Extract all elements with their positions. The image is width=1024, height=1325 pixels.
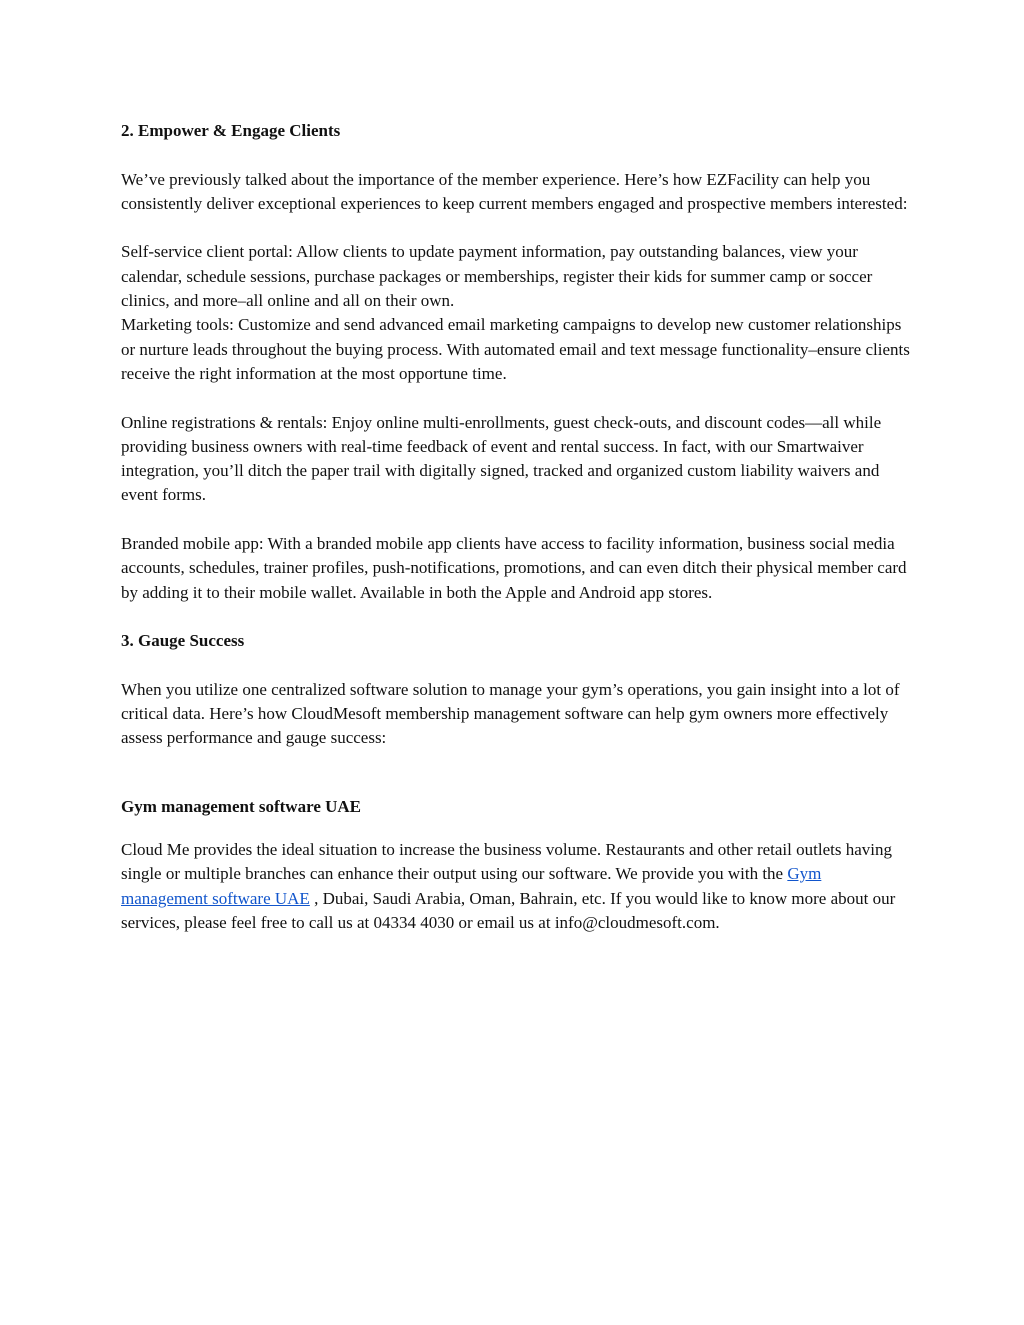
section-3-heading: 3. Gauge Success	[121, 631, 245, 651]
client-portal-paragraph: Self-service client portal: Allow clients to update payment information, pay outstanding balances, view your calendar, schedule sessions, purchase packages or memberships, register their kids for summer camp or soccer clinics, and more–all online and all on their own.	[121, 242, 873, 311]
document-page	[121, 119, 911, 935]
gym-text-before-link: Cloud Me provides the ideal situation to increase the business volume. Restaurants and other retail outlets having single or multiple branches can enhance their output using our software. We provide you with the	[121, 840, 892, 884]
online-registrations-paragraph: Online registrations & rentals: Enjoy online multi-enrollments, guest check-outs, and discount codes—all while providing business owners with real-time feedback of event and rental success. In fact, with our Smartwaiver integration, you’ll ditch the paper trail with digitally signed, tracked and organized custom liability waivers and event forms.	[121, 412, 882, 505]
gym-text-after-link: , Dubai, Saudi Arabia, Oman, Bahrain, etc. If you would like to know more about our services, please feel free to call us at 04334 4030 or email us at info@cloudmesoft.com.	[121, 888, 896, 932]
gym-software-paragraph	[121, 838, 911, 935]
section-3-intro: When you utilize one centralized software solution to manage your gym’s operations, you gain insight into a lot of critical data. Here’s how CloudMesoft membership management software can help gym owners more effectively assess performance and gauge success:	[121, 679, 900, 748]
mobile-app-paragraph: Branded mobile app: With a branded mobile app clients have access to facility information, business social media accounts, schedules, trainer profiles, push-notifications, promotions, and can even ditch their physical member card by adding it to their mobile wallet. Available in both the Apple and Android app stores.	[121, 534, 907, 602]
gym-software-heading: Gym management software UAE	[121, 796, 362, 816]
marketing-tools-paragraph: Marketing tools: Customize and send advanced email marketing campaigns to develop new customer relationships or nurture leads throughout the buying process. With automated email and text message functionality–ensure clients receive the right information at the most opportune time.	[121, 315, 910, 383]
section-2-intro: We’ve previously talked about the importance of the member experience. Here’s how EZFacility can help you consistently deliver exceptional experiences to keep current members engaged and prospective members interested:	[121, 169, 908, 213]
section-2-heading: 2. Empower & Engage Clients	[121, 121, 341, 140]
gym-software-link[interactable]: Gym management software UAE	[121, 864, 822, 908]
